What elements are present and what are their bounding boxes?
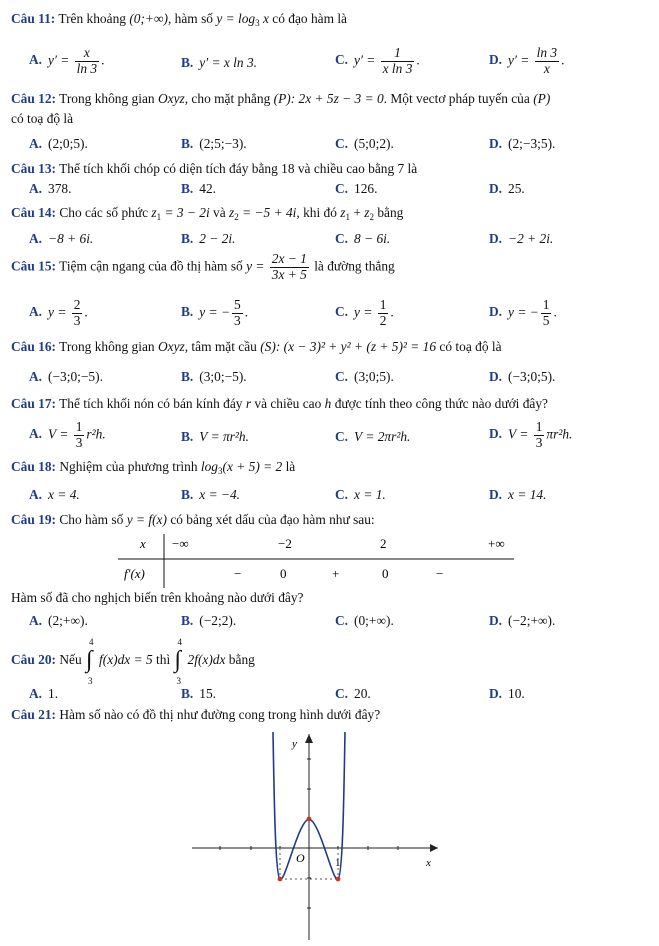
option-d[interactable]: D. −2 + 2i. xyxy=(489,231,554,246)
option-b[interactable]: B. y′ = x ln 3. xyxy=(181,55,257,70)
option-a[interactable]: A. x = 4. xyxy=(29,487,80,502)
option-a[interactable]: A. −8 + 6i. xyxy=(29,231,94,246)
x-value: 2 xyxy=(380,536,387,551)
function-graph xyxy=(180,726,450,944)
option-c[interactable]: C. 20. xyxy=(335,686,371,701)
option-d[interactable]: D. 25. xyxy=(489,181,525,196)
option-d[interactable]: D. V = $\frac{1}{3}$ πr²h. xyxy=(489,419,573,450)
question-12-line2: có toạ độ là xyxy=(11,111,74,126)
tick-one-label: 1 xyxy=(335,857,341,869)
origin-label: O xyxy=(296,851,305,865)
sign-cell: 0 xyxy=(280,566,287,581)
option-a[interactable]: A. y = $\frac{2}{3}$ . xyxy=(29,297,88,328)
option-c[interactable]: C. (5;0;2). xyxy=(335,136,394,151)
max-point xyxy=(307,817,312,822)
sign-cell: − xyxy=(234,566,242,581)
sign-cell: 0 xyxy=(382,566,389,581)
option-d[interactable]: D. (2;−3;5). xyxy=(489,136,556,151)
option-a[interactable]: A. 1. xyxy=(29,686,59,701)
option-d[interactable]: D. 10. xyxy=(489,686,525,701)
x-value: −∞ xyxy=(172,536,189,551)
x-axis-arrow-icon xyxy=(430,844,438,852)
option-d[interactable]: D. x = 14. xyxy=(489,487,547,502)
question-17: Câu 17: Thể tích khối nón có bán kính đáy r và chiều cao h được tính theo công thức nào dưới đây? xyxy=(11,396,548,411)
option-a[interactable]: A. (2;+∞). xyxy=(29,613,88,628)
min-point xyxy=(336,877,341,882)
option-a[interactable]: A. 378. xyxy=(29,181,72,196)
question-13: Câu 13: Thể tích khối chóp có diện tích đáy bằng 18 và chiều cao bằng 7 là xyxy=(11,161,418,176)
option-a[interactable]: A. (−3;0;−5). xyxy=(29,369,103,384)
table-fprime-label: f′(x) xyxy=(124,566,145,581)
question-18: Câu 18: Nghiệm của phương trình $\log_3(x + 5) = 2$ là xyxy=(11,459,296,476)
x-axis-label: x xyxy=(426,857,431,869)
option-d[interactable]: D. (−3;0;5). xyxy=(489,369,556,384)
sign-table xyxy=(110,532,520,590)
question-label: Câu 11: xyxy=(11,11,56,26)
option-a[interactable]: A. (2;0;5). xyxy=(29,136,88,151)
option-c[interactable]: C. 8 − 6i. xyxy=(335,231,391,246)
option-d[interactable]: D. y = − $\frac{1}{5}$ . xyxy=(489,297,557,328)
option-c[interactable]: C. (3;0;5). xyxy=(335,369,394,384)
option-d[interactable]: D. y′ = $\frac{\ln 3}{x}$ . xyxy=(489,45,565,76)
option-c[interactable]: C. x = 1. xyxy=(335,487,386,502)
question-19-prompt: Hàm số đã cho nghịch biến trên khoảng nào dưới đây? xyxy=(11,590,304,605)
question-16: Câu 16: Trong không gian Oxyz, tâm mặt cầu (S): (x − 3)² + y² + (z + 5)² = 16 có toạ độ là xyxy=(11,339,502,354)
min-point xyxy=(278,877,283,882)
x-value: −2 xyxy=(278,536,292,551)
option-b[interactable]: B. 2 − 2i. xyxy=(181,231,236,246)
x-value: +∞ xyxy=(488,536,505,551)
question-15: Câu 15: Tiệm cận ngang của đồ thị hàm số y = $\frac{2x - 1}{3x + 5}$ là đường thẳng xyxy=(11,251,395,282)
option-a[interactable]: A. V = $\frac{1}{3}$ r²h. xyxy=(29,419,106,450)
sign-cell: − xyxy=(436,566,444,581)
integral-sign: 4 ∫ 3 xyxy=(174,637,183,686)
option-b[interactable]: B. x = −4. xyxy=(181,487,241,502)
y-axis-label: y xyxy=(292,738,297,750)
option-b[interactable]: B. V = πr²h. xyxy=(181,429,249,444)
table-x-label: x xyxy=(140,536,146,551)
integral-sign: 4 ∫ 3 xyxy=(86,637,94,686)
question-19: Câu 19: Cho hàm số y = f(x) có bảng xét dấu của đạo hàm như sau: xyxy=(11,512,375,527)
option-c[interactable]: C. y′ = $\frac{1}{\text{x ln 3}}$ . xyxy=(335,45,420,76)
y-axis-arrow-icon xyxy=(305,734,313,743)
question-12: Câu 12: Trong không gian Oxyz, cho mặt phẳng (P): 2x + 5z − 3 = 0. Một vectơ pháp tuyến của (P) xyxy=(11,91,551,106)
option-b[interactable]: B. (−2;2). xyxy=(181,613,237,628)
option-c[interactable]: C. V = 2πr²h. xyxy=(335,429,411,444)
question-21: Câu 21: Hàm số nào có đồ thị như đường cong trong hình dưới đây? xyxy=(11,707,381,722)
sign-cell: + xyxy=(332,566,340,581)
option-b[interactable]: B. (2;5;−3). xyxy=(181,136,247,151)
option-d[interactable]: D. (−2;+∞). xyxy=(489,613,556,628)
question-11: Câu 11: Trên khoảng (0;+∞), hàm số $y = \log_3 x$ có đạo hàm là xyxy=(11,11,348,28)
option-c[interactable]: C. y = $\frac{1}{2}$ . xyxy=(335,297,394,328)
option-b[interactable]: B. (3;0;−5). xyxy=(181,369,247,384)
option-c[interactable]: C. (0;+∞). xyxy=(335,613,394,628)
question-14: Câu 14: Cho các số phức $z_1 = 3 - 2i$ và $z_2 = -5 + 4i$, khi đó $z_1 + z_2$ bằng xyxy=(11,205,404,222)
question-20: Câu 20: Nếu 4 ∫ 3 f(x)dx = 5 thì 4 ∫ 3 2f(x)dx bằng xyxy=(11,637,255,686)
option-c[interactable]: C. 126. xyxy=(335,181,378,196)
option-b[interactable]: B. y = − $\frac{5}{3}$ . xyxy=(181,297,249,328)
option-a[interactable]: A. y′ = $\frac{x}{\ln 3}$ . xyxy=(29,45,105,76)
option-b[interactable]: B. 42. xyxy=(181,181,217,196)
option-b[interactable]: B. 15. xyxy=(181,686,217,701)
